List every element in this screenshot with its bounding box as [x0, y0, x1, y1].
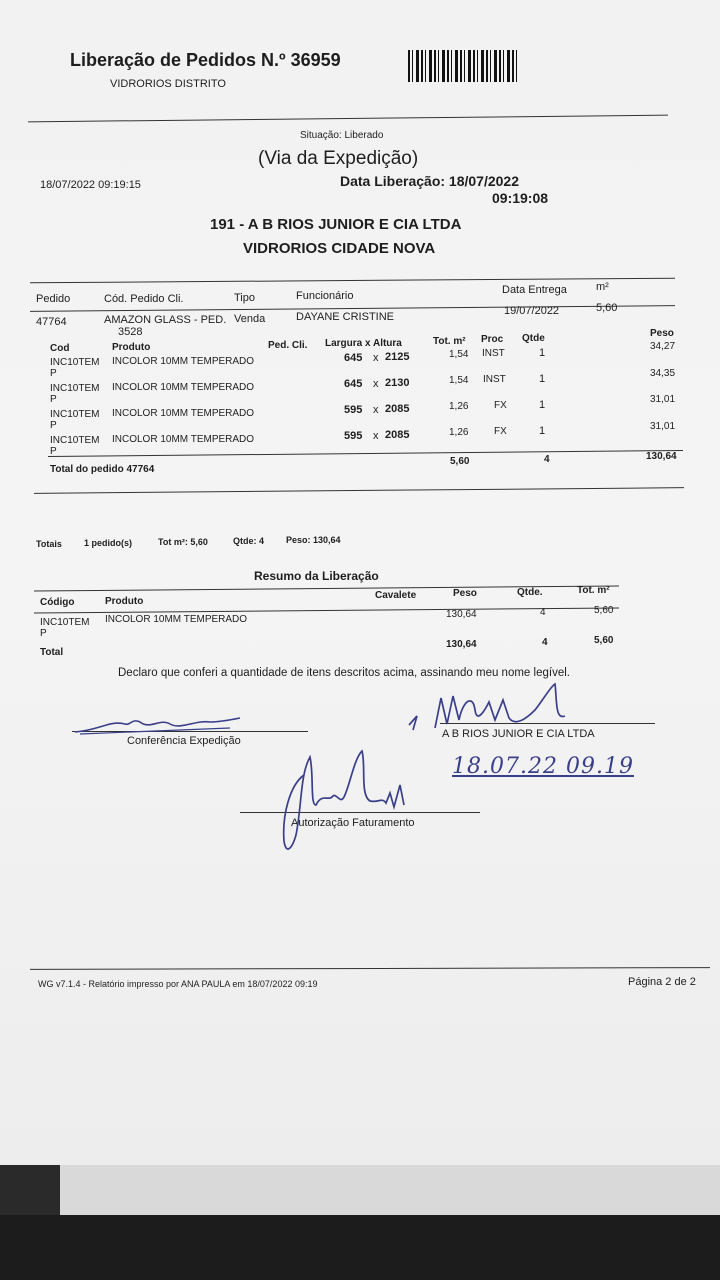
- item-largura: 595: [344, 404, 363, 416]
- order-total-peso: 130,64: [646, 451, 677, 462]
- resumo-col-qtde: Qtde.: [517, 587, 543, 598]
- item-peso: 34,35: [650, 368, 676, 379]
- items-col-tot-m2: Tot. m²: [433, 336, 466, 347]
- col-tipo: Tipo: [234, 292, 255, 304]
- totals-label: Totais: [36, 539, 62, 549]
- autorizacao-signature: [270, 745, 430, 857]
- item-x: x: [373, 352, 379, 364]
- item-qtde: 1: [539, 425, 546, 437]
- item-qtde: 1: [539, 373, 546, 385]
- order-pedido: 47764: [36, 316, 67, 328]
- item-cod: INC10TEM: [50, 409, 100, 420]
- header-divider: [28, 115, 668, 123]
- resumo-produto: INCOLOR 10MM TEMPERADO: [105, 614, 248, 625]
- item-altura: 2125: [385, 351, 410, 363]
- document-title: Liberação de Pedidos N.º 36959: [70, 50, 341, 70]
- item-tot-m2: 1,54: [449, 375, 469, 386]
- item-cod: INC10TEM: [50, 435, 100, 446]
- item-x: x: [373, 430, 379, 442]
- barcode: [408, 50, 518, 82]
- handwritten-date: 18.07.22 09.19: [452, 754, 634, 779]
- item-cod-suffix: P: [50, 420, 57, 431]
- item-altura: 2085: [385, 403, 410, 415]
- order-total-qtde: 4: [544, 454, 550, 465]
- item-cod-suffix: P: [50, 368, 57, 379]
- item-proc: FX: [494, 400, 507, 411]
- cliente-label: A B RIOS JUNIOR E CIA LTDA: [442, 728, 595, 740]
- conferencia-label: Conferência Expedição: [127, 735, 241, 747]
- paper-edge: [60, 1165, 720, 1215]
- order-top-line: [30, 278, 675, 284]
- footer-page: Página 2 de 2: [628, 976, 696, 988]
- item-cod-suffix: P: [50, 394, 57, 405]
- resumo-col-cavalete: Cavalete: [375, 590, 417, 601]
- company-name: VIDRORIOS DISTRITO: [110, 78, 226, 90]
- print-datetime: 18/07/2022 09:19:15: [40, 179, 141, 191]
- item-produto: INCOLOR 10MM TEMPERADO: [112, 382, 255, 393]
- col-cod-pedido-cli: Cód. Pedido Cli.: [104, 293, 184, 305]
- item-tot-m2: 1,26: [449, 427, 469, 438]
- resumo-total-qtde: 4: [542, 637, 548, 648]
- item-altura: 2085: [385, 429, 410, 441]
- resumo-qtde: 4: [540, 607, 546, 618]
- items-col-proc: Proc: [481, 334, 504, 345]
- resumo-total-tot-m2: 5,60: [594, 635, 614, 646]
- background-surface: [0, 1215, 720, 1280]
- resumo-codigo: INC10TEM: [40, 617, 90, 628]
- items-col-qtde: Qtde: [522, 333, 545, 344]
- item-largura: 645: [344, 378, 363, 390]
- totals-peso: Peso: 130,64: [286, 535, 341, 545]
- item-tot-m2: 1,54: [449, 349, 469, 360]
- col-funcionario: Funcionário: [296, 290, 354, 302]
- footer-line: [30, 967, 710, 970]
- item-produto: INCOLOR 10MM TEMPERADO: [112, 434, 255, 445]
- items-col-peso: Peso: [650, 328, 674, 339]
- item-proc: INST: [483, 374, 506, 385]
- resumo-total-label: Total: [40, 647, 64, 658]
- order-total-m2: 5,60: [450, 456, 470, 467]
- conferencia-signature: [70, 712, 250, 738]
- item-peso: 34,27: [650, 341, 676, 352]
- totals-qtde: Qtde: 4: [233, 536, 265, 546]
- item-proc: FX: [494, 426, 507, 437]
- totals-m2: Tot m²: 5,60: [158, 537, 208, 547]
- resumo-total-peso: 130,64: [446, 639, 477, 650]
- order-cod-pedido-cli-2: 3528: [118, 326, 143, 338]
- resumo-title: Resumo da Liberação: [254, 569, 379, 583]
- order-m2: 5,60: [596, 302, 618, 314]
- client-store: VIDRORIOS CIDADE NOVA: [243, 240, 436, 257]
- items-col-dims: Largura x Altura: [325, 338, 402, 349]
- order-data-entrega: 19/07/2022: [504, 305, 560, 317]
- order-tipo: Venda: [234, 313, 266, 325]
- item-peso: 31,01: [650, 394, 676, 405]
- cliente-signature: [405, 680, 580, 745]
- item-qtde: 1: [539, 347, 546, 359]
- resumo-col-produto: Produto: [105, 596, 144, 607]
- item-altura: 2130: [385, 377, 410, 389]
- items-col-cod: Cod: [50, 343, 70, 354]
- item-peso: 31,01: [650, 421, 676, 432]
- resumo-peso: 130,64: [446, 609, 477, 620]
- item-largura: 595: [344, 430, 363, 442]
- order-total-label: Total do pedido 47764: [50, 464, 155, 475]
- data-liberacao: Data Liberação: 18/07/2022: [340, 173, 519, 189]
- declaration: Declaro que conferi a quantidade de itens descritos acima, assinando meu nome legível.: [118, 667, 570, 679]
- col-pedido: Pedido: [36, 293, 71, 305]
- resumo-tot-m2: 5,60: [594, 605, 614, 616]
- item-qtde: 1: [539, 399, 546, 411]
- data-liberacao-time: 09:19:08: [492, 190, 549, 206]
- resumo-col-codigo: Código: [40, 597, 75, 608]
- resumo-col-peso: Peso: [453, 588, 477, 599]
- resumo-col-tot-m2: Tot. m²: [577, 585, 610, 596]
- resumo-header-line: [34, 607, 619, 613]
- order-bottom-line: [34, 487, 684, 494]
- via-label: (Via da Expedição): [258, 148, 419, 169]
- item-cod: INC10TEM: [50, 383, 100, 394]
- client-name: 191 - A B RIOS JUNIOR E CIA LTDA: [210, 216, 462, 233]
- col-data-entrega: Data Entrega: [502, 284, 567, 296]
- item-tot-m2: 1,26: [449, 401, 469, 412]
- order-total-line: [48, 450, 683, 457]
- item-cod: INC10TEM: [50, 357, 100, 368]
- items-col-ped-cli: Ped. Cli.: [268, 340, 308, 351]
- col-m2: m²: [596, 281, 609, 293]
- resumo-codigo-suffix: P: [40, 628, 47, 639]
- item-produto: INCOLOR 10MM TEMPERADO: [112, 356, 255, 367]
- item-produto: INCOLOR 10MM TEMPERADO: [112, 408, 255, 419]
- item-proc: INST: [482, 348, 505, 359]
- item-cod-suffix: P: [50, 446, 57, 457]
- footer-left: WG v7.1.4 - Relatório impresso por ANA PAULA em 18/07/2022 09:19: [38, 979, 318, 989]
- autorizacao-label: Autorização Faturamento: [291, 817, 415, 829]
- items-col-produto: Produto: [112, 342, 151, 353]
- order-cod-pedido-cli: AMAZON GLASS - PED.: [104, 314, 227, 326]
- totals-pedidos: 1 pedido(s): [84, 538, 133, 548]
- situacao: Situação: Liberado: [300, 130, 384, 141]
- item-x: x: [373, 404, 379, 416]
- order-funcionario: DAYANE CRISTINE: [296, 311, 394, 323]
- item-largura: 645: [344, 352, 363, 364]
- item-x: x: [373, 378, 379, 390]
